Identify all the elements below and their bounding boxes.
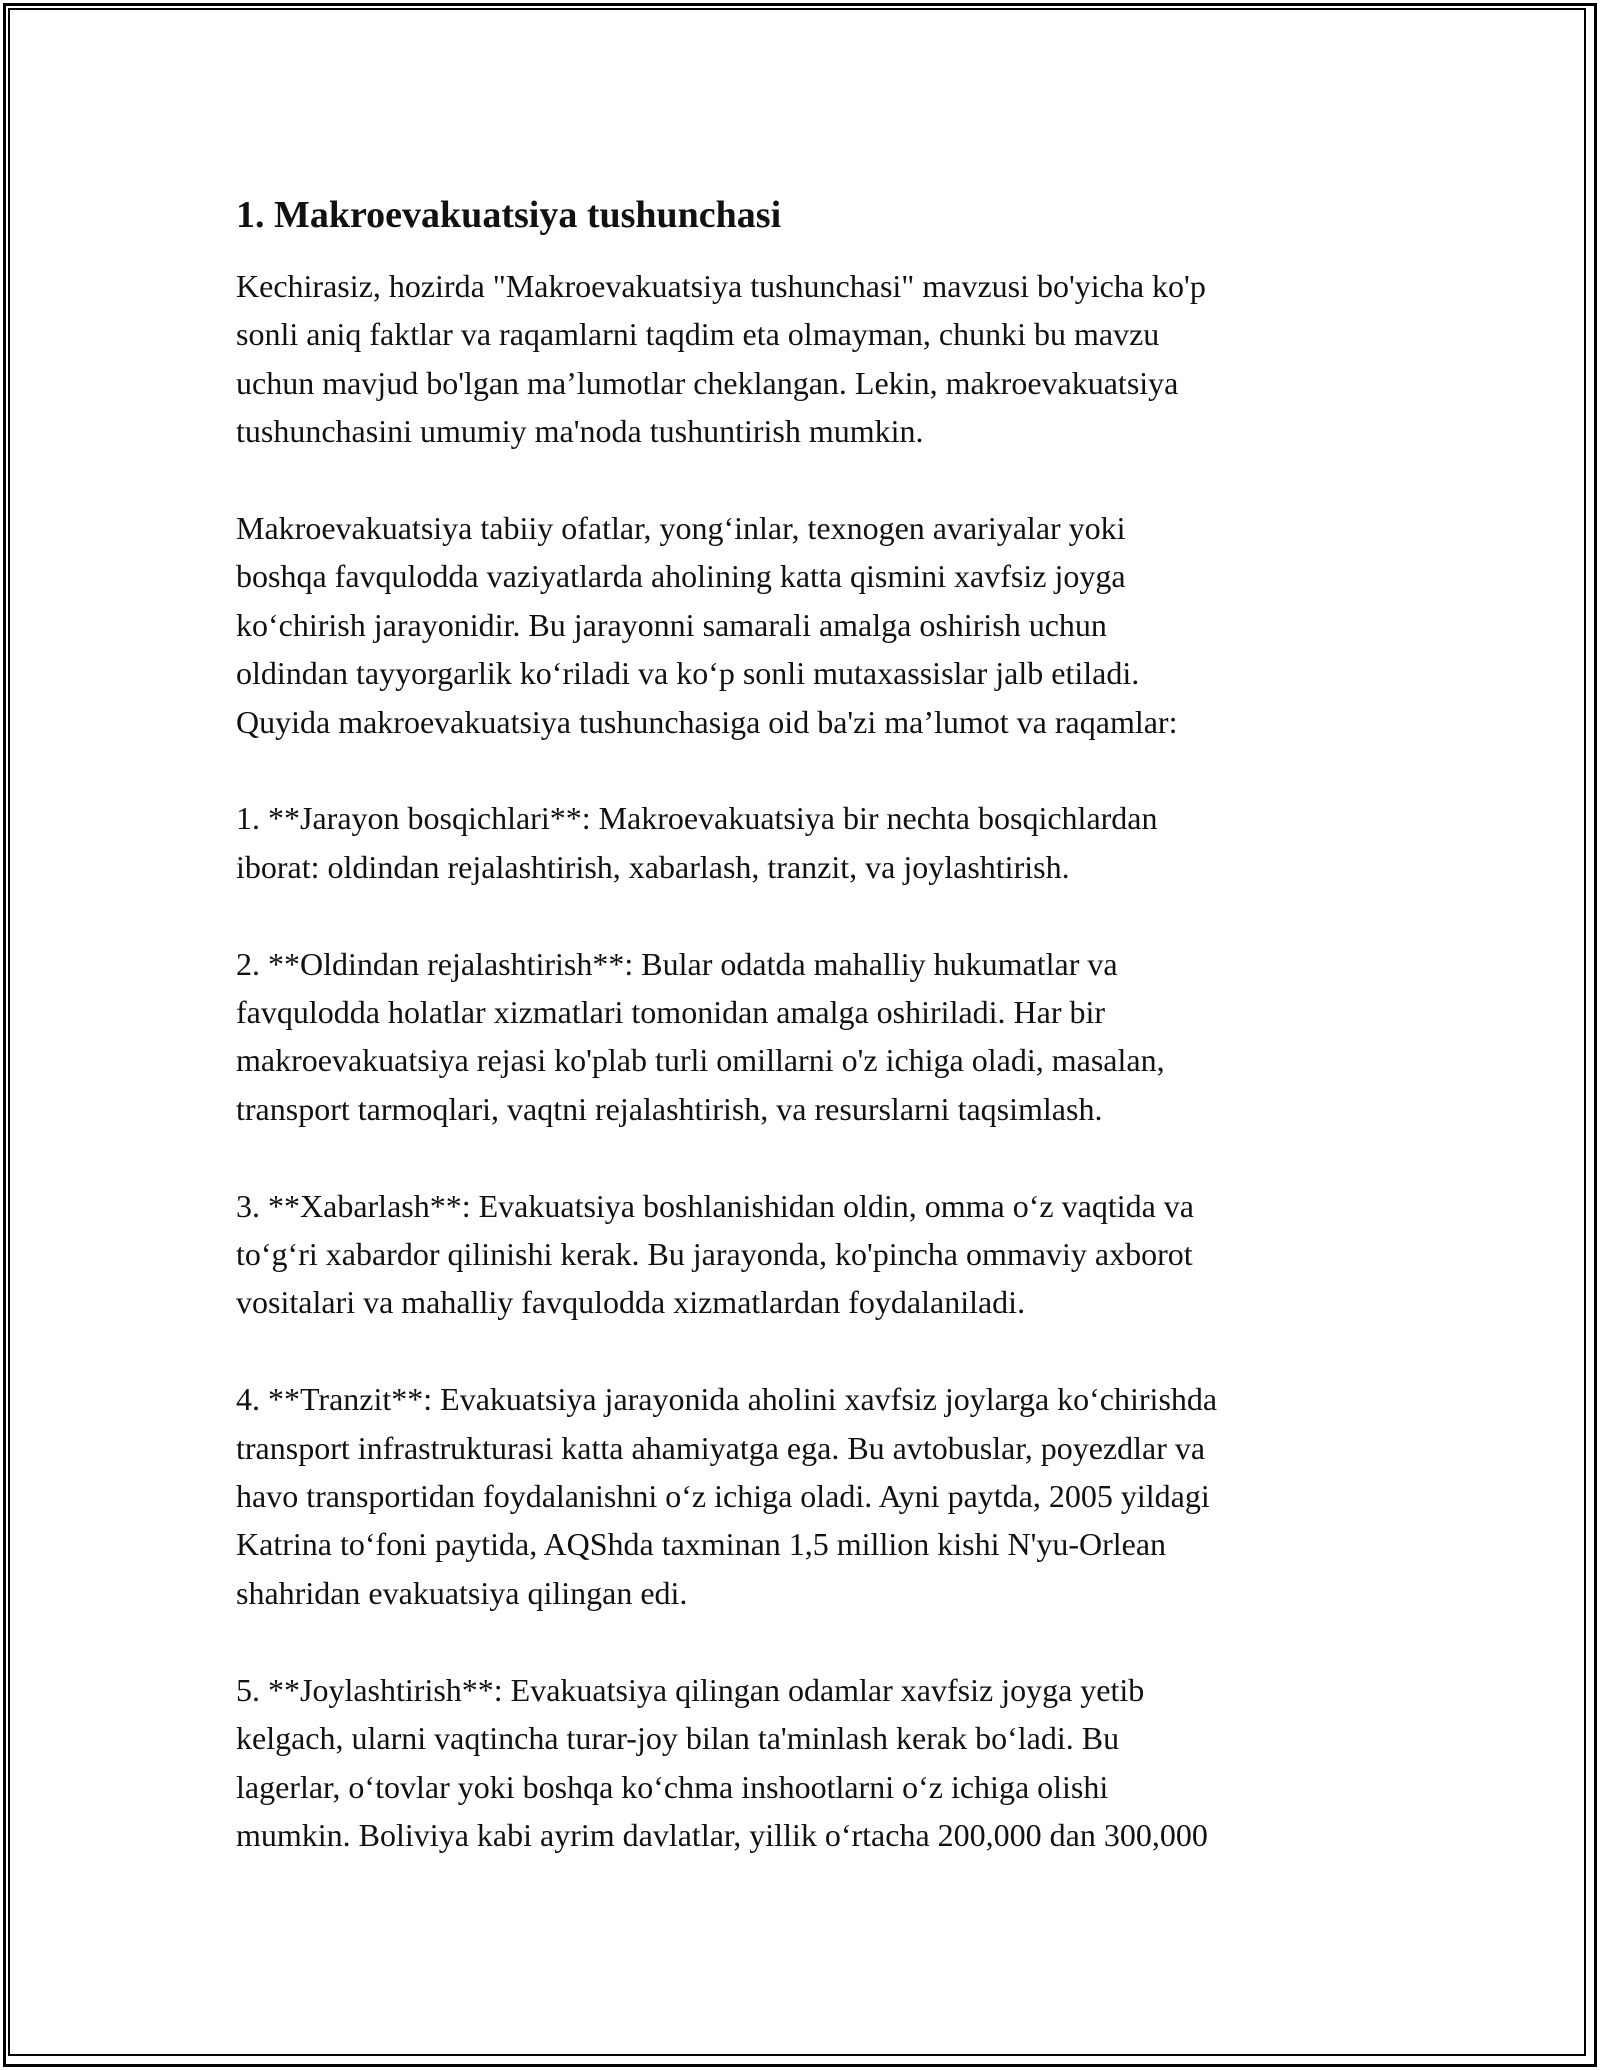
text-line: kelgach, ularni vaqtincha turar-joy bilan ta'minlash kerak bo‘ladi. Bu: [236, 1720, 1120, 1757]
text-line: transport tarmoqlari, vaqtni rejalashtirish, va resurslarni taqsimlash.: [236, 1090, 1103, 1127]
text-line: Katrina to‘foni paytida, AQShda taxminan 1,5 million kishi N'yu-Orlean: [236, 1526, 1167, 1563]
text-line: 2. **Oldindan rejalashtirish**: Bular odatda mahalliy hukumatlar va: [236, 945, 1118, 982]
text-line: ko‘chirish jarayonidir. Bu jarayonni samarali amalga oshirish uchun: [236, 606, 1107, 643]
text-line: Kechirasiz, hozirda "Makroevakuatsiya tushunchasi" mavzusi bo'yicha ko'p: [236, 268, 1206, 304]
list-item-planning: [236, 940, 1376, 1134]
text-line: Quyida makroevakuatsiya tushunchasiga oid ba'zi ma’lumot va raqamlar:: [236, 703, 1178, 740]
text-line: boshqa favqulodda vaziyatlarda aholining katta qismini xavfsiz joyga: [236, 558, 1126, 595]
text-line: 4. **Tranzit**: Evakuatsiya jarayonida aholini xavfsiz joylarga ko‘chirishda: [236, 1381, 1218, 1418]
text-line: oldindan tayyorgarlik ko‘riladi va ko‘p sonli mutaxassislar jalb etiladi.: [236, 655, 1140, 692]
text-line: 5. **Joylashtirish**: Evakuatsiya qilingan odamlar xavfsiz joyga yetib: [236, 1671, 1145, 1708]
paragraph-intro: [236, 262, 1376, 456]
text-line: uchun mavjud bo'lgan ma’lumotlar cheklangan. Lekin, makroevakuatsiya: [236, 364, 1179, 401]
text-line: tushunchasini umumiy ma'noda tushuntirish mumkin.: [236, 413, 924, 450]
list-item-notification: [236, 1182, 1376, 1327]
text-line: mumkin. Boliviya kabi ayrim davlatlar, yillik o‘rtacha 200,000 dan 300,000: [236, 1816, 1208, 1853]
list-item-transit: [236, 1375, 1376, 1617]
list-item-placement: [236, 1666, 1376, 1860]
text-line: vositalari va mahalliy favqulodda xizmatlardan foydalaniladi.: [236, 1284, 1026, 1321]
text-line: shahridan evakuatsiya qilingan edi.: [236, 1574, 688, 1611]
text-line: 1. **Jarayon bosqichlari**: Makroevakuatsiya bir nechta bosqichlardan: [236, 800, 1158, 837]
text-line: sonli aniq faktlar va raqamlarni taqdim eta olmayman, chunki bu mavzu: [236, 316, 1160, 353]
text-line: to‘g‘ri xabardor qilinishi kerak. Bu jarayonda, ko'pincha ommaviy axborot: [236, 1236, 1193, 1273]
section-heading: 1. Makroevakuatsiya tushunchasi: [236, 194, 782, 236]
text-line: makroevakuatsiya rejasi ko'plab turli omillarni o'z ichiga oladi, masalan,: [236, 1042, 1165, 1079]
document-body: [236, 190, 1376, 1908]
list-item-stages: [236, 794, 1376, 891]
text-line: transport infrastrukturasi katta ahamiyatga ega. Bu avtobuslar, poyezdlar va: [236, 1429, 1206, 1466]
text-line: havo transportidan foydalanishni o‘z ichiga oladi. Ayni paytda, 2005 yildagi: [236, 1478, 1210, 1515]
text-line: Makroevakuatsiya tabiiy ofatlar, yong‘inlar, texnogen avariyalar yoki: [236, 510, 1126, 547]
paragraph-definition: [236, 504, 1376, 746]
text-line: iborat: oldindan rejalashtirish, xabarlash, tranzit, va joylashtirish.: [236, 848, 1070, 885]
text-line: lagerlar, o‘tovlar yoki boshqa ko‘chma inshootlarni o‘z ichiga olishi: [236, 1768, 1109, 1805]
text-line: 3. **Xabarlash**: Evakuatsiya boshlanishidan oldin, omma o‘z vaqtida va: [236, 1187, 1194, 1224]
text-line: favqulodda holatlar xizmatlari tomonidan amalga oshiriladi. Har bir: [236, 994, 1106, 1031]
